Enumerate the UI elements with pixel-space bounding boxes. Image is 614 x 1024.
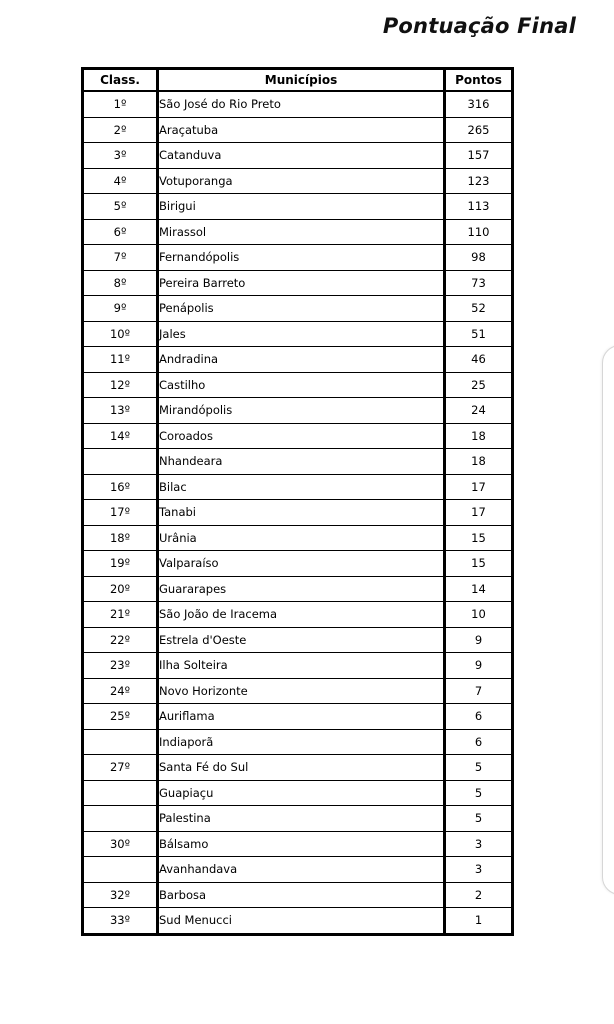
points-cell: 5 — [445, 806, 513, 832]
rank-cell: 11º — [83, 347, 158, 373]
table-row — [83, 117, 513, 143]
table-row — [83, 474, 513, 500]
table-row — [83, 168, 513, 194]
municipality-cell: Fernandópolis — [158, 245, 445, 271]
rank-cell: 10º — [83, 321, 158, 347]
municipality-cell: Araçatuba — [158, 117, 445, 143]
municipality-cell: Barbosa — [158, 882, 445, 908]
municipality-cell: Coroados — [158, 423, 445, 449]
table-row — [83, 321, 513, 347]
table-row — [83, 270, 513, 296]
table-row — [83, 525, 513, 551]
municipality-cell: Novo Horizonte — [158, 678, 445, 704]
rank-cell — [83, 806, 158, 832]
points-cell: 73 — [445, 270, 513, 296]
points-cell: 7 — [445, 678, 513, 704]
table-row — [83, 704, 513, 730]
points-cell: 15 — [445, 525, 513, 551]
rank-cell: 5º — [83, 194, 158, 220]
table-row — [83, 398, 513, 424]
municipality-cell: São João de Iracema — [158, 602, 445, 628]
points-cell: 1 — [445, 908, 513, 935]
points-cell: 5 — [445, 755, 513, 781]
points-cell: 6 — [445, 704, 513, 730]
points-cell: 9 — [445, 627, 513, 653]
points-cell: 157 — [445, 143, 513, 169]
table-row — [83, 729, 513, 755]
points-cell: 316 — [445, 91, 513, 117]
rank-cell — [83, 729, 158, 755]
points-cell: 24 — [445, 398, 513, 424]
rank-cell: 12º — [83, 372, 158, 398]
rank-cell: 3º — [83, 143, 158, 169]
rank-cell: 1º — [83, 91, 158, 117]
table-row — [83, 831, 513, 857]
points-cell: 113 — [445, 194, 513, 220]
table-row — [83, 143, 513, 169]
rank-cell: 19º — [83, 551, 158, 577]
rank-cell: 32º — [83, 882, 158, 908]
rank-cell: 16º — [83, 474, 158, 500]
points-cell: 6 — [445, 729, 513, 755]
table-row — [83, 347, 513, 373]
rank-cell: 8º — [83, 270, 158, 296]
points-cell: 25 — [445, 372, 513, 398]
header-municipality: Municípios — [158, 69, 445, 92]
rank-cell: 2º — [83, 117, 158, 143]
municipality-cell: Guapiaçu — [158, 780, 445, 806]
table-row — [83, 678, 513, 704]
municipality-cell: Urânia — [158, 525, 445, 551]
table-row — [83, 219, 513, 245]
table-row — [83, 372, 513, 398]
municipality-cell: Pereira Barreto — [158, 270, 445, 296]
points-cell: 52 — [445, 296, 513, 322]
rank-cell — [83, 780, 158, 806]
municipality-cell: Castilho — [158, 372, 445, 398]
table-row — [83, 91, 513, 117]
rank-cell: 24º — [83, 678, 158, 704]
rank-cell: 30º — [83, 831, 158, 857]
rank-cell: 21º — [83, 602, 158, 628]
municipality-cell: Birigui — [158, 194, 445, 220]
table-row — [83, 627, 513, 653]
rank-cell: 33º — [83, 908, 158, 935]
header-rank: Class. — [83, 69, 158, 92]
rank-cell: 9º — [83, 296, 158, 322]
rank-cell: 20º — [83, 576, 158, 602]
table-row — [83, 500, 513, 526]
table-row — [83, 449, 513, 475]
municipality-cell: Auriflama — [158, 704, 445, 730]
rank-cell: 7º — [83, 245, 158, 271]
municipality-cell: Catanduva — [158, 143, 445, 169]
table-header-row — [83, 69, 513, 92]
table-row — [83, 780, 513, 806]
table-row — [83, 423, 513, 449]
rank-cell — [83, 857, 158, 883]
municipality-cell: Bálsamo — [158, 831, 445, 857]
municipality-cell: Bilac — [158, 474, 445, 500]
points-cell: 14 — [445, 576, 513, 602]
rank-cell: 17º — [83, 500, 158, 526]
side-panel-edge — [602, 345, 614, 895]
municipality-cell: Nhandeara — [158, 449, 445, 475]
table-body — [83, 91, 513, 934]
points-cell: 18 — [445, 423, 513, 449]
table-row — [83, 576, 513, 602]
rank-cell: 14º — [83, 423, 158, 449]
ranking-table — [81, 67, 514, 936]
municipality-cell: São José do Rio Preto — [158, 91, 445, 117]
municipality-cell: Votuporanga — [158, 168, 445, 194]
table-row — [83, 908, 513, 935]
rank-cell: 23º — [83, 653, 158, 679]
municipality-cell: Sud Menucci — [158, 908, 445, 935]
table-row — [83, 755, 513, 781]
municipality-cell: Tanabi — [158, 500, 445, 526]
rank-cell: 13º — [83, 398, 158, 424]
municipality-cell: Jales — [158, 321, 445, 347]
points-cell: 110 — [445, 219, 513, 245]
municipality-cell: Santa Fé do Sul — [158, 755, 445, 781]
points-cell: 15 — [445, 551, 513, 577]
points-cell: 123 — [445, 168, 513, 194]
table-row — [83, 245, 513, 271]
points-cell: 5 — [445, 780, 513, 806]
points-cell: 10 — [445, 602, 513, 628]
municipality-cell: Estrela d'Oeste — [158, 627, 445, 653]
points-cell: 3 — [445, 857, 513, 883]
rank-cell: 25º — [83, 704, 158, 730]
rank-cell — [83, 449, 158, 475]
points-cell: 3 — [445, 831, 513, 857]
header-points: Pontos — [445, 69, 513, 92]
points-cell: 17 — [445, 474, 513, 500]
municipality-cell: Andradina — [158, 347, 445, 373]
table-row — [83, 551, 513, 577]
points-cell: 51 — [445, 321, 513, 347]
points-cell: 2 — [445, 882, 513, 908]
rank-cell: 4º — [83, 168, 158, 194]
table-row — [83, 653, 513, 679]
municipality-cell: Guararapes — [158, 576, 445, 602]
municipality-cell: Valparaíso — [158, 551, 445, 577]
page-title: Pontuação Final — [382, 14, 576, 38]
rank-cell: 22º — [83, 627, 158, 653]
points-cell: 17 — [445, 500, 513, 526]
municipality-cell: Mirandópolis — [158, 398, 445, 424]
municipality-cell: Ilha Solteira — [158, 653, 445, 679]
rank-cell: 27º — [83, 755, 158, 781]
points-cell: 9 — [445, 653, 513, 679]
points-cell: 98 — [445, 245, 513, 271]
municipality-cell: Palestina — [158, 806, 445, 832]
points-cell: 46 — [445, 347, 513, 373]
rank-cell: 18º — [83, 525, 158, 551]
municipality-cell: Avanhandava — [158, 857, 445, 883]
table-row — [83, 882, 513, 908]
municipality-cell: Mirassol — [158, 219, 445, 245]
table-row — [83, 857, 513, 883]
table-row — [83, 296, 513, 322]
rank-cell: 6º — [83, 219, 158, 245]
table-row — [83, 806, 513, 832]
table-row — [83, 194, 513, 220]
points-cell: 265 — [445, 117, 513, 143]
table-row — [83, 602, 513, 628]
municipality-cell: Penápolis — [158, 296, 445, 322]
points-cell: 18 — [445, 449, 513, 475]
municipality-cell: Indiaporã — [158, 729, 445, 755]
